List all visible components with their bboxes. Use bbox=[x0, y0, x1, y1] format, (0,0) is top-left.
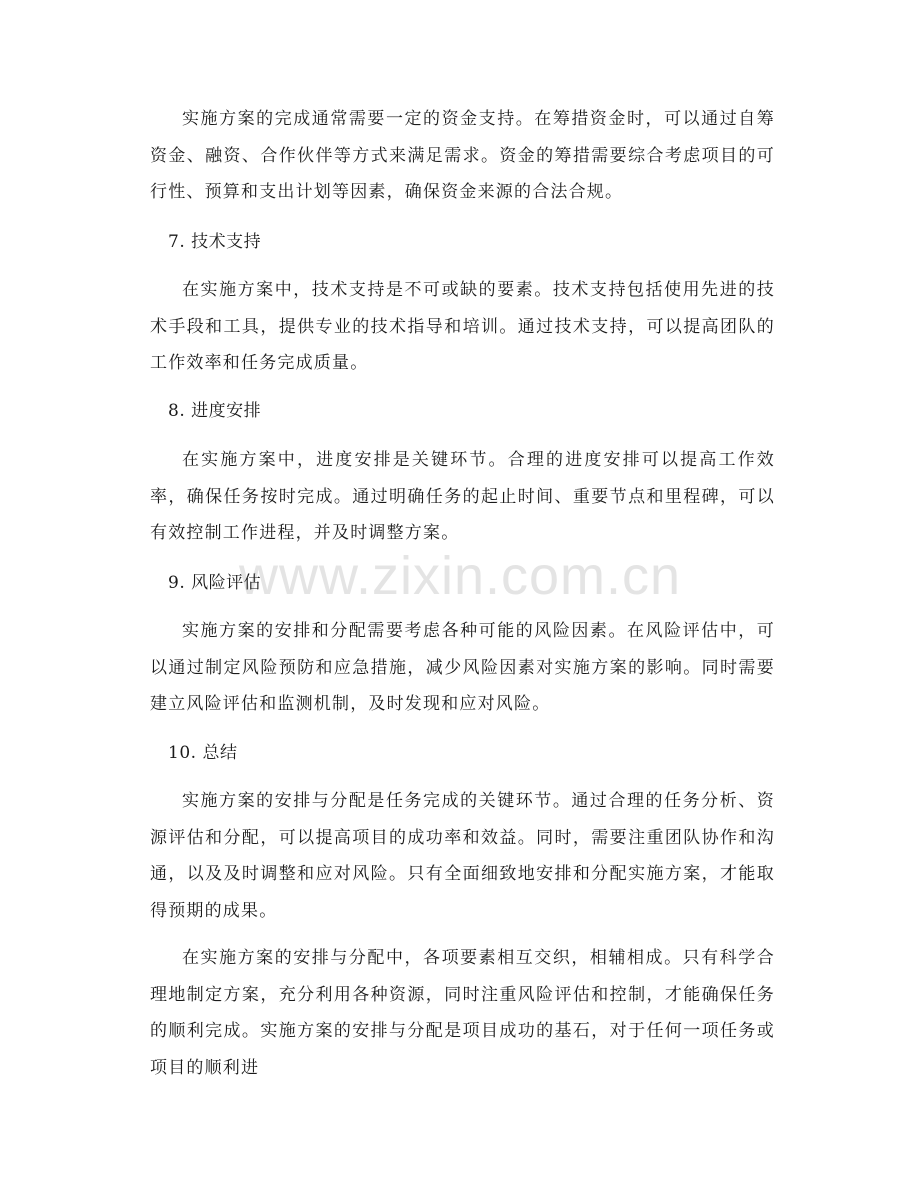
paragraph-technical-support: 在实施方案中，技术支持是不可或缺的要素。技术支持包括使用先进的技术手段和工具，提供专业的技术指导和培训。通过技术支持，可以提高团队的工作效率和任务完成质量。 bbox=[150, 280, 775, 373]
paragraph-risk-assessment: 实施方案的安排和分配需要考虑各种可能的风险因素。在风险评估中，可以通过制定风险预防和应急措施，减少风险因素对实施方案的影响。同时需要建立风险评估和监测机制，及时发现和应对风险。 bbox=[150, 621, 775, 714]
paragraph-schedule: 在实施方案中，进度安排是关键环节。合理的进度安排可以提高工作效率，确保任务按时完成。通过明确任务的起止时间、重要节点和里程碑，可以有效控制工作进程，并及时调整方案。 bbox=[150, 450, 775, 543]
paragraph-final: 在实施方案的安排与分配中，各项要素相互交织，相辅相成。只有科学合理地制定方案，充分利用各种资源，同时注重风险评估和控制，才能确保任务的顺利完成。实施方案的安排与分配是项目成功的基石，对于任何一项任务或项目的顺利进 bbox=[150, 948, 775, 1078]
paragraph-summary: 实施方案的安排与分配是任务完成的关键环节。通过合理的任务分析、资源评估和分配，可以提高项目的成功率和效益。同时，需要注重团队协作和沟通，以及及时调整和应对风险。只有全面细致地安排和分配实施方案，才能取得预期的成果。 bbox=[150, 791, 775, 921]
heading-7-technical-support: 7. 技术支持 bbox=[168, 232, 262, 252]
heading-9-risk-assessment: 9. 风险评估 bbox=[168, 573, 262, 593]
watermark: www.zixin.com.cn bbox=[238, 546, 682, 606]
heading-8-schedule: 8. 进度安排 bbox=[168, 401, 262, 421]
paragraph-funding: 实施方案的完成通常需要一定的资金支持。在筹措资金时，可以通过自筹资金、融资、合作伙伴等方式来满足需求。资金的筹措需要综合考虑项目的可行性、预算和支出计划等因素，确保资金来源的合法合规。 bbox=[150, 109, 775, 202]
heading-10-summary: 10. 总结 bbox=[168, 743, 238, 763]
